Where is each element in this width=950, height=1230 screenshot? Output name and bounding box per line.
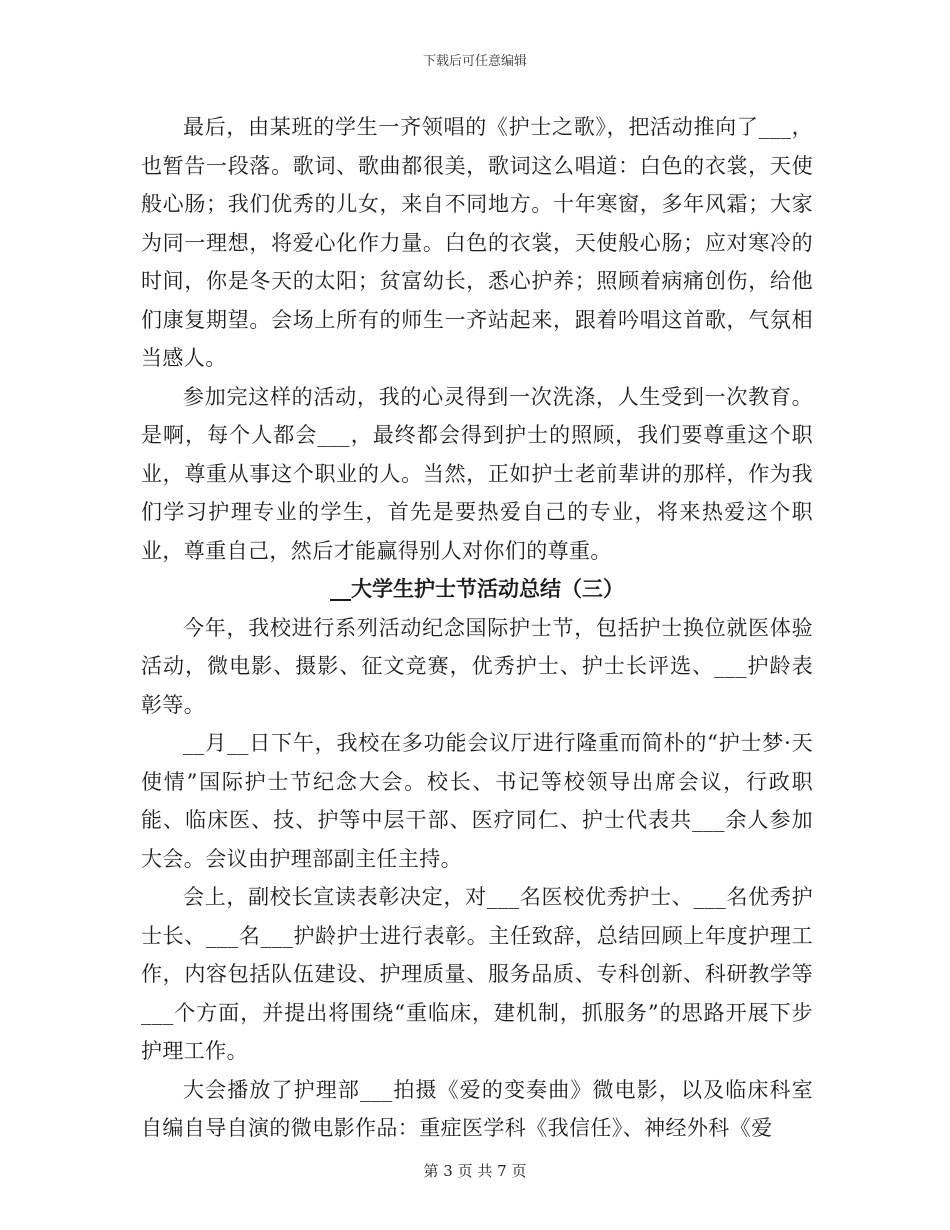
section-title: __大学生护士节活动总结（三） xyxy=(330,577,624,601)
paragraph-closing-song: 最后，由某班的学生一齐领唱的《护士之歌》，把活动推向了___，也暂告一段落。歌词、歌曲都很美，歌词这么唱道：白色的衣裳，天使般心肠；我们优秀的儿女，来自不同地方。十年寒窗，多年风霜；大家为同一理想，将爱心化作力量。白色的衣裳，天使般心肠；应对寒冷的时间，你是冬天的太阳；贫富幼长，悉心护养；照顾着病痛创伤，给他们康复期望。会场上所有的师生一齐站起来，跟着吟唱这首歌，气氛相当感人。 xyxy=(141,115,813,370)
paragraph-films: 大会播放了护理部___拍摄《爱的变奏曲》微电影，以及临床科室自编自导自演的微电影作品：重症医学科《我信任》、神经外科《爱 xyxy=(141,1077,813,1140)
paragraph-meeting: __月__日下午，我校在多功能会议厅进行隆重而简朴的“护士梦·天使情”国际护士节纪念大会。校长、书记等校领导出席会议，行政职能、临床医、技、护等中层干部、医疗同仁、护士代表共___余人参加大会。会议由护理部副主任主持。 xyxy=(141,731,813,871)
paragraph-awards: 会上，副校长宣读表彰决定，对___名医校优秀护士、___名优秀护士长、___名___护龄护士进行表彰。主任致辞，总结回顾上年度护理工作，内容包括队伍建设、护理质量、服务品质、专科创新、科研教学等___个方面，并提出将围绕“重临床，建机制，抓服务”的思路开展下步护理工作。 xyxy=(141,885,813,1063)
paragraph-intro: 今年，我校进行系列活动纪念国际护士节，包括护士换位就医体验活动，微电影、摄影、征文竞赛，优秀护士、护士长评选、___护龄表彰等。 xyxy=(141,615,813,717)
page-header: 下载后可任意编辑 xyxy=(422,54,527,69)
document-body xyxy=(141,108,813,1148)
page-footer: 第 3 页 共 7 页 xyxy=(423,1162,527,1180)
paragraph-reflection: 参加完这样的活动，我的心灵得到一次洗涤，人生受到一次教育。是啊，每个人都会___，最终都会得到护士的照顾，我们要尊重这个职业，尊重从事这个职业的人。当然，正如护士老前辈讲的那样，作为我们学习护理专业的学生，首先是要热爱自己的专业，将来热爱这个职业，尊重自己，然后才能赢得别人对你们的尊重。 xyxy=(141,384,813,563)
